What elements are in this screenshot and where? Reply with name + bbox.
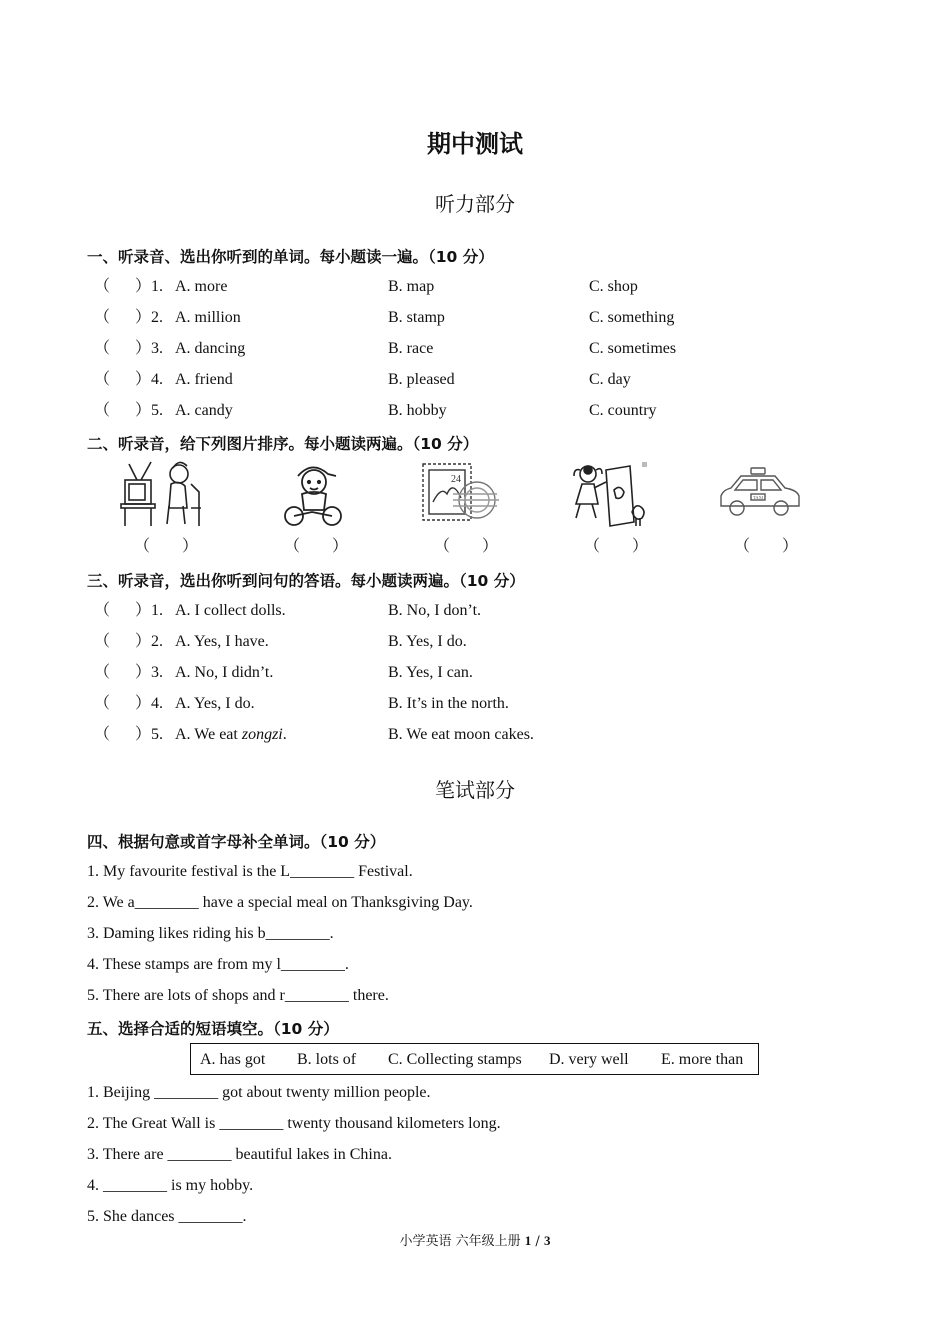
- list-item: （ ）1.: [94, 278, 164, 295]
- option-b: B. It’s in the north.: [388, 695, 509, 712]
- answer-paren[interactable]: （: [94, 602, 111, 619]
- girl-drawing-picture: [570, 460, 655, 530]
- phrase-option-b: B. lots of: [297, 1051, 357, 1068]
- answer-paren[interactable]: （: [94, 633, 111, 650]
- option-c: C. country: [589, 402, 657, 419]
- fill-sentence-3[interactable]: 3. Daming likes riding his b________.: [87, 925, 334, 942]
- phrase-option-a: A. has got: [200, 1051, 266, 1068]
- option-b: B. stamp: [388, 309, 445, 326]
- option-c: C. something: [589, 309, 675, 326]
- list-item: （ ）2.: [94, 633, 164, 650]
- option-b: B. No, I don’t.: [388, 602, 482, 619]
- part3-instruction: 三、听录音，选出你听到问句的答语。每小题读两遍。（10 分）: [87, 572, 525, 590]
- stamp-picture: [415, 458, 505, 530]
- option-a: A. No, I didn’t.: [175, 664, 274, 681]
- option-b: B. race: [388, 340, 434, 357]
- list-item: （ ）2.: [94, 309, 164, 326]
- option-b: B. hobby: [388, 402, 447, 419]
- writing-heading: 笔试部分: [435, 778, 515, 802]
- page-footer: 小学英语 六年级上册 1 / 3: [399, 1233, 551, 1249]
- list-item: （ ）5.: [94, 402, 164, 419]
- option-a: A. million: [175, 309, 241, 326]
- option-a: A. candy: [175, 402, 233, 419]
- tv-watching-girl-picture: [117, 460, 207, 530]
- page-number: 1: [524, 1233, 532, 1248]
- svg-text:24: 24: [451, 474, 461, 485]
- list-item: （ ）4.: [94, 695, 164, 712]
- part5-instruction: 五、选择合适的短语填空。（10 分）: [87, 1020, 339, 1038]
- phrase-sentence-1[interactable]: 1. Beijing ________ got about twenty million people.: [87, 1084, 431, 1101]
- boy-riding-bike-picture: [278, 460, 348, 530]
- option-a: A. We eat zongzi.: [175, 726, 287, 743]
- list-item: （ ）4.: [94, 371, 164, 388]
- listening-heading: 听力部分: [435, 192, 515, 216]
- answer-paren[interactable]: （: [94, 340, 111, 357]
- option-b: B. Yes, I do.: [388, 633, 467, 650]
- phrase-sentence-3[interactable]: 3. There are ________ beautiful lakes in China.: [87, 1146, 392, 1163]
- fill-sentence-4[interactable]: 4. These stamps are from my l________.: [87, 956, 349, 973]
- fill-sentence-2[interactable]: 2. We a________ have a special meal on Thanksgiving Day.: [87, 894, 473, 911]
- picture-3-blank[interactable]: （ ）: [434, 538, 499, 555]
- option-a: A. Yes, I do.: [175, 695, 255, 712]
- answer-paren[interactable]: （: [94, 309, 111, 326]
- option-b: B. map: [388, 278, 435, 295]
- option-a: A. dancing: [175, 340, 246, 357]
- fill-sentence-1[interactable]: 1. My favourite festival is the L________ Festival.: [87, 863, 413, 880]
- answer-paren[interactable]: （: [94, 371, 111, 388]
- picture-1-blank[interactable]: （ ）: [134, 538, 199, 555]
- option-a: A. I collect dolls.: [175, 602, 286, 619]
- part2-instruction: 二、听录音，给下列图片排序。每小题读两遍。（10 分）: [87, 435, 479, 453]
- phrase-option-c: C. Collecting stamps: [388, 1051, 522, 1068]
- answer-paren[interactable]: （: [94, 278, 111, 295]
- svg-text:TAXI: TAXI: [753, 495, 764, 500]
- option-b: B. pleased: [388, 371, 455, 388]
- part4-instruction: 四、根据句意或首字母补全单词。（10 分）: [87, 833, 386, 851]
- phrase-option-d: D. very well: [549, 1051, 629, 1068]
- option-c: C. day: [589, 371, 631, 388]
- option-b: B. Yes, I can.: [388, 664, 473, 681]
- option-b: B. We eat moon cakes.: [388, 726, 534, 743]
- page-total: 3: [543, 1233, 551, 1248]
- page-title: 期中测试: [427, 130, 523, 158]
- list-item: （ ）1.: [94, 602, 164, 619]
- answer-paren[interactable]: （: [94, 402, 111, 419]
- list-item: （ ）3.: [94, 664, 164, 681]
- fill-sentence-5[interactable]: 5. There are lots of shops and r________ there.: [87, 987, 389, 1004]
- part1-instruction: 一、听录音、选出你听到的单词。每小题读一遍。（10 分）: [87, 248, 494, 266]
- option-a: A. friend: [175, 371, 233, 388]
- phrase-sentence-5[interactable]: 5. She dances ________.: [87, 1208, 247, 1225]
- picture-2-blank[interactable]: （ ）: [284, 538, 349, 555]
- option-a: A. more: [175, 278, 228, 295]
- taxi-picture: [715, 462, 805, 528]
- option-c: C. sometimes: [589, 340, 677, 357]
- picture-4-blank[interactable]: （ ）: [584, 538, 649, 555]
- phrase-sentence-4[interactable]: 4. ________ is my hobby.: [87, 1177, 254, 1194]
- phrase-option-e: E. more than: [661, 1051, 744, 1068]
- answer-paren[interactable]: （: [94, 726, 111, 743]
- list-item: （ ）3.: [94, 340, 164, 357]
- option-a: A. Yes, I have.: [175, 633, 269, 650]
- picture-5-blank[interactable]: （ ）: [734, 538, 799, 555]
- list-item: （ ）5.: [94, 726, 164, 743]
- phrase-sentence-2[interactable]: 2. The Great Wall is ________ twenty thousand kilometers long.: [87, 1115, 501, 1132]
- answer-paren[interactable]: （: [94, 695, 111, 712]
- option-c: C. shop: [589, 278, 638, 295]
- answer-paren[interactable]: （: [94, 664, 111, 681]
